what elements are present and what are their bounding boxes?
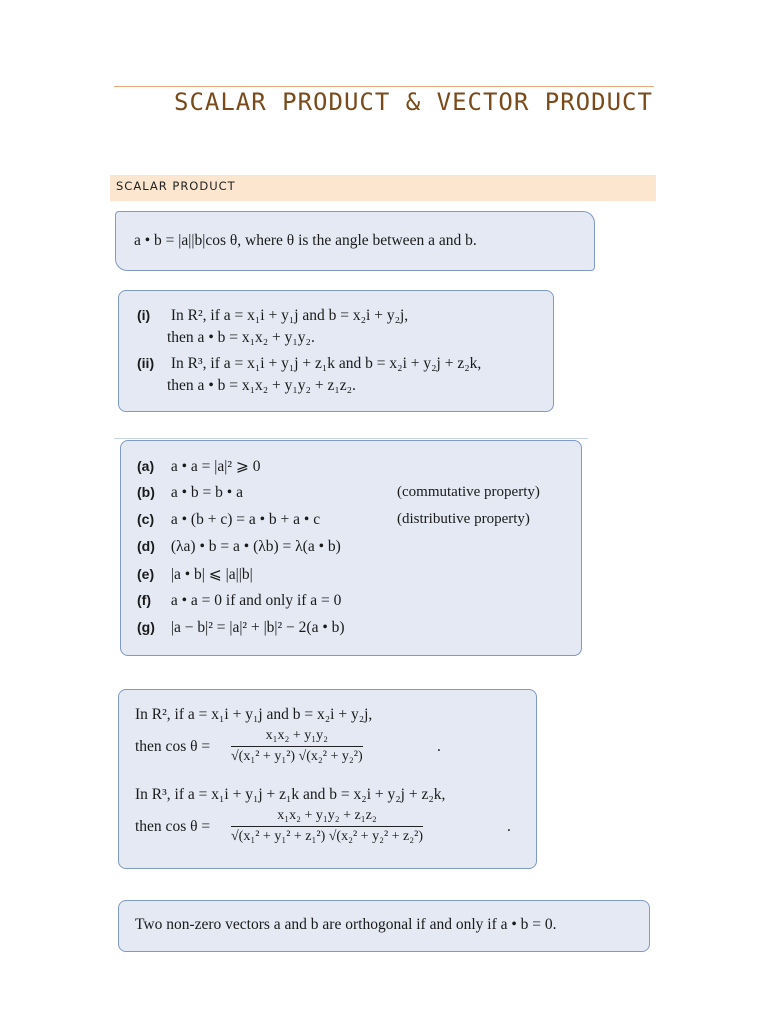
formula-i-result: then a • b = x₁x₂ + y₁y₂. bbox=[167, 329, 315, 346]
property-formula: a • (b + c) = a • b + a • c bbox=[170, 511, 321, 528]
angle-r2-denominator: √(x₁² + y₁²) √(x₂² + y₂²) bbox=[231, 746, 363, 765]
property-row bbox=[137, 538, 341, 556]
angle-r2-period: . bbox=[437, 738, 441, 755]
angle-r3-denominator: √(x₁² + y₁² + z₁²) √(x₂² + y₂² + z₂²) bbox=[231, 826, 423, 845]
definition-box bbox=[115, 211, 595, 271]
angle-r3-fraction bbox=[231, 808, 423, 845]
formula-ii-tag: (ii) bbox=[137, 355, 155, 371]
formula-i-tag: (i) bbox=[137, 307, 151, 323]
property-note: (distributive property) bbox=[397, 511, 530, 527]
property-tag: (a) bbox=[137, 458, 155, 474]
property-formula: (λa) • b = a • (λb) = λ(a • b) bbox=[170, 538, 341, 555]
property-note: (commutative property) bbox=[397, 484, 540, 500]
property-row bbox=[137, 592, 341, 610]
property-tag: (f) bbox=[137, 592, 151, 608]
top-rule bbox=[114, 86, 654, 87]
angle-r3-numerator: x₁x₂ + y₁y₂ + z₁z₂ bbox=[277, 808, 377, 823]
angle-r3-line: In R³, if a = x₁i + y₁j + z₁k and b = x₂i + y₂j + z₂k, bbox=[135, 786, 446, 803]
property-row bbox=[137, 619, 345, 637]
property-tag: (c) bbox=[137, 511, 155, 527]
section-label: SCALAR PRODUCT bbox=[116, 179, 236, 193]
definition-text: a • b = |a||b|cos θ, where θ is the angle between a and b. bbox=[134, 232, 477, 249]
property-formula: a • a = 0 if and only if a = 0 bbox=[170, 592, 342, 609]
property-formula: |a • b| ⩽ |a||b| bbox=[170, 566, 253, 583]
angle-r2-then: then cos θ = bbox=[135, 738, 211, 755]
property-row bbox=[137, 565, 253, 584]
angle-r3-period: . bbox=[507, 818, 511, 835]
divider bbox=[114, 438, 588, 439]
angle-r2-line: In R², if a = x₁i + y₁j and b = x₂i + y₂j, bbox=[135, 706, 373, 723]
property-row bbox=[137, 484, 243, 502]
formula-ii-result: then a • b = x₁x₂ + y₁y₂ + z₁z₂. bbox=[167, 377, 356, 394]
formula-ii-line1: In R³, if a = x₁i + y₁j + z₁k and b = x₂i + y₂j + z₂k, bbox=[170, 355, 482, 372]
angle-r3-then: then cos θ = bbox=[135, 818, 211, 835]
orthogonality-text: Two non-zero vectors a and b are orthogonal if and only if a • b = 0. bbox=[135, 916, 557, 933]
formula-i-line1: In R², if a = x₁i + y₁j and b = x₂i + y₂j, bbox=[170, 307, 409, 324]
angle-r2-numerator: x₁x₂ + y₁y₂ bbox=[265, 728, 329, 743]
section-header bbox=[110, 175, 656, 201]
angle-r2-fraction bbox=[231, 728, 363, 765]
property-tag: (d) bbox=[137, 538, 155, 554]
property-formula: a • b = b • a bbox=[170, 484, 243, 501]
page-title: SCALAR PRODUCT & VECTOR PRODUCT bbox=[174, 88, 653, 116]
formula-ii bbox=[137, 355, 481, 373]
property-formula: |a − b|² = |a|² + |b|² − 2(a • b) bbox=[170, 619, 345, 636]
property-row bbox=[137, 511, 320, 529]
formula-i bbox=[137, 307, 408, 325]
property-tag: (b) bbox=[137, 484, 155, 500]
property-tag: (e) bbox=[137, 566, 155, 582]
property-tag: (g) bbox=[137, 619, 155, 635]
property-row bbox=[137, 457, 261, 476]
property-formula: a • a = |a|² ⩾ 0 bbox=[170, 458, 261, 475]
orthogonality-box bbox=[118, 900, 650, 952]
angle-formula-box bbox=[118, 689, 537, 869]
component-formula-box bbox=[118, 290, 554, 412]
properties-box bbox=[120, 440, 582, 656]
